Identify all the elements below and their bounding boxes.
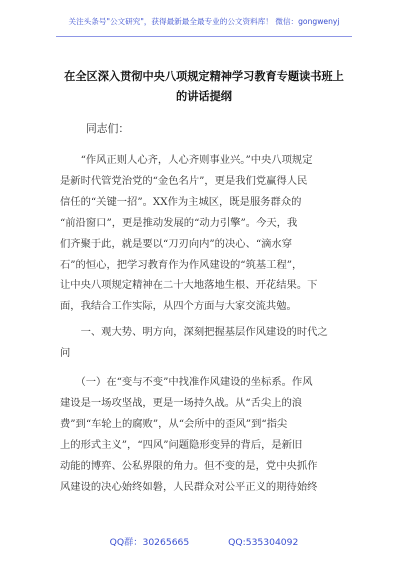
text-line: 让中央八项规定精神在二十大地落地生根、开花结果。下 [60, 279, 318, 292]
salutation: 同志们： [86, 122, 130, 135]
paragraph-intro [60, 150, 360, 317]
header-notice: 关注头条号"公文研究"，获得最新最全最专业的公文资料库！ 微信：gongwenyj [68, 17, 340, 26]
text-line: 上的形式主义”，“四风”问题隐形变异的背后，是新旧 [60, 438, 303, 451]
heading-line: 问 [60, 346, 71, 359]
text-line: 风建设的决心始终如磐，人民群众对公平正义的期待始终 [60, 480, 318, 493]
text-line: “作风正则人心齐，人心齐则事业兴。”中央八项规定 [60, 154, 313, 166]
heading-line: 一、观大势、明方向，深刻把握基层作风建设的时代之 [60, 326, 328, 338]
title-line: 的讲话提纲 [176, 89, 232, 103]
text-line: 建设是一场攻坚战，更是一场持久战。从“舌尖上的浪 [60, 396, 303, 409]
text-line: 动能的博弈、公私界限的角力。但不变的是，党中央抓作 [60, 459, 318, 472]
section-heading-1 [60, 322, 360, 364]
text-line: “前沿窗口”，更是推动发展的“动力引擎”。今天，我 [60, 216, 298, 229]
text-line: 石”的恒心，把学习教育作为作风建设的“筑基工程”， [60, 258, 303, 271]
text-line: 是新时代管党治党的“金色名片”，更是我们党赢得人民 [60, 174, 308, 187]
text-line: 面，我结合工作实际，从四个方面与大家交流共勉。 [60, 300, 297, 313]
text-line: （一）在“变与不变”中找准作风建设的坐标系。作风 [60, 376, 313, 388]
header-divider [56, 36, 352, 37]
qq-group-text: QQ群：30265665 [109, 537, 190, 548]
text-line: 信任的“关键一招”。XX作为主城区，既是服务群众的 [60, 195, 302, 208]
text-line: 们齐聚于此，就是要以“刀刃向内”的决心、“滴水穿 [60, 237, 293, 250]
title-line: 在全区深入贯彻中央八项规定精神学习教育专题读书班上 [64, 69, 344, 83]
text-line: 费”到“车轮上的腐败”，从“会所中的歪风”到“指尖 [60, 417, 288, 430]
qq-number-text: QQ:535304092 [228, 537, 299, 548]
document-title [50, 66, 358, 106]
paragraph-section-1-1 [60, 372, 360, 497]
footer-contact [0, 534, 408, 548]
